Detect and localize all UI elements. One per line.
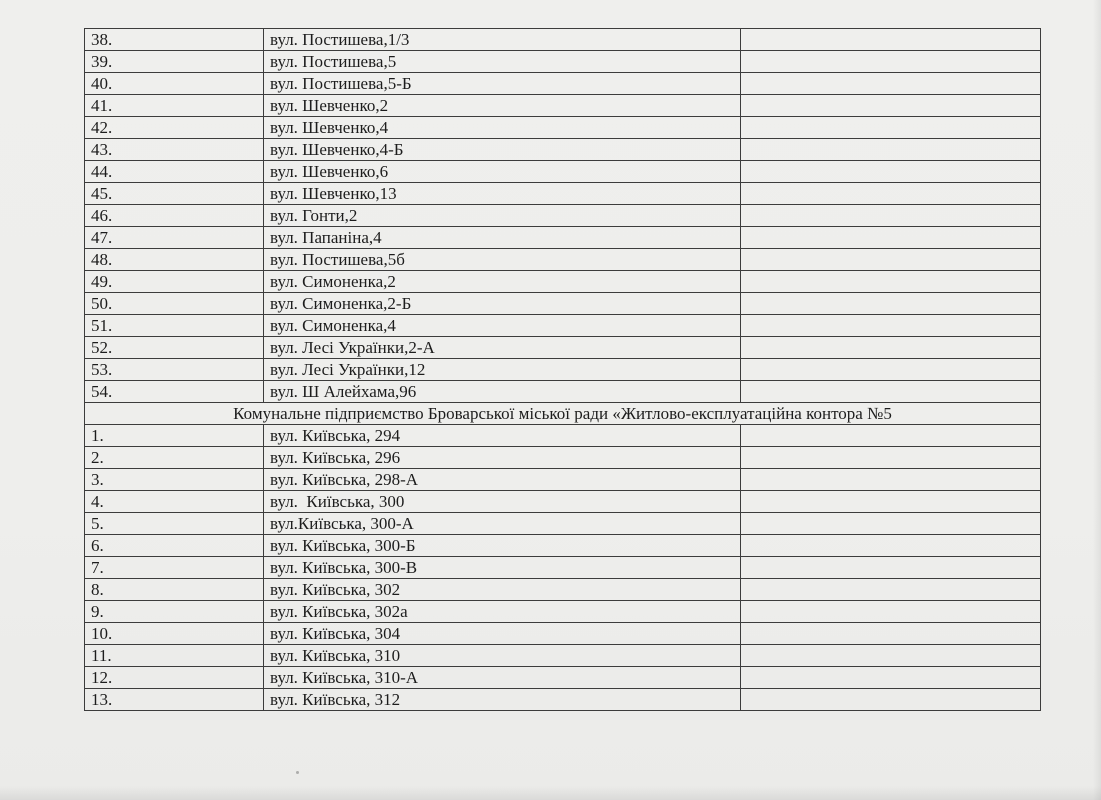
table-row (85, 183, 1041, 205)
row-number-cell: 4. (85, 491, 264, 513)
address-cell: вул. Гонти,2 (264, 205, 741, 227)
address-table-body (85, 29, 1041, 711)
table-row (85, 601, 1041, 623)
empty-cell (741, 667, 1041, 689)
row-number-cell: 41. (85, 95, 264, 117)
address-cell: вул. Симоненка,4 (264, 315, 741, 337)
address-cell: вул. Шевченко,4 (264, 117, 741, 139)
row-number-cell: 12. (85, 667, 264, 689)
row-number-cell: 3. (85, 469, 264, 491)
empty-cell (741, 315, 1041, 337)
table-row (85, 535, 1041, 557)
table-row (85, 645, 1041, 667)
table-row (85, 447, 1041, 469)
empty-cell (741, 689, 1041, 711)
table-row (85, 359, 1041, 381)
empty-cell (741, 139, 1041, 161)
address-cell: вул. Папаніна,4 (264, 227, 741, 249)
empty-cell (741, 601, 1041, 623)
empty-cell (741, 95, 1041, 117)
table-row (85, 315, 1041, 337)
table-row (85, 513, 1041, 535)
table-row (85, 623, 1041, 645)
address-cell: вул. Шевченко,4-Б (264, 139, 741, 161)
empty-cell (741, 117, 1041, 139)
table-row (85, 491, 1041, 513)
address-cell: вул. Київська, 310-А (264, 667, 741, 689)
table-row (85, 139, 1041, 161)
address-cell: вул. Лесі Українки,12 (264, 359, 741, 381)
empty-cell (741, 491, 1041, 513)
row-number-cell: 52. (85, 337, 264, 359)
empty-cell (741, 227, 1041, 249)
table-row (85, 161, 1041, 183)
empty-cell (741, 359, 1041, 381)
row-number-cell: 49. (85, 271, 264, 293)
row-number-cell: 8. (85, 579, 264, 601)
empty-cell (741, 29, 1041, 51)
address-cell: вул. Постишева,5 (264, 51, 741, 73)
row-number-cell: 11. (85, 645, 264, 667)
address-cell: вул. Київська, 300-Б (264, 535, 741, 557)
table-row (85, 117, 1041, 139)
row-number-cell: 47. (85, 227, 264, 249)
row-number-cell: 9. (85, 601, 264, 623)
address-cell: вул. Постишева,1/3 (264, 29, 741, 51)
empty-cell (741, 513, 1041, 535)
row-number-cell: 44. (85, 161, 264, 183)
empty-cell (741, 249, 1041, 271)
empty-cell (741, 381, 1041, 403)
scan-shadow-right (1093, 0, 1101, 800)
table-row (85, 579, 1041, 601)
address-cell: вул. Постишева,5-Б (264, 73, 741, 95)
table-row (85, 337, 1041, 359)
address-cell: вул. Симоненка,2-Б (264, 293, 741, 315)
empty-cell (741, 645, 1041, 667)
table-row (85, 271, 1041, 293)
row-number-cell: 38. (85, 29, 264, 51)
row-number-cell: 53. (85, 359, 264, 381)
address-cell: вул. Київська, 294 (264, 425, 741, 447)
address-cell: вул. Шевченко,6 (264, 161, 741, 183)
address-cell: вул. Шевченко,13 (264, 183, 741, 205)
empty-cell (741, 447, 1041, 469)
section-header-row (85, 403, 1041, 425)
empty-cell (741, 293, 1041, 315)
table-row (85, 205, 1041, 227)
table-row (85, 557, 1041, 579)
scan-shadow-bottom (0, 786, 1101, 800)
address-cell: вул. Симоненка,2 (264, 271, 741, 293)
scan-speck (296, 771, 299, 774)
table-row (85, 667, 1041, 689)
row-number-cell: 1. (85, 425, 264, 447)
row-number-cell: 40. (85, 73, 264, 95)
empty-cell (741, 535, 1041, 557)
address-cell: вул. Київська, 300 (264, 491, 741, 513)
row-number-cell: 2. (85, 447, 264, 469)
empty-cell (741, 205, 1041, 227)
address-cell: вул. Постишева,5б (264, 249, 741, 271)
table-row (85, 381, 1041, 403)
address-cell: вул. Ш Алейхама,96 (264, 381, 741, 403)
address-cell: вул. Лесі Українки,2-А (264, 337, 741, 359)
address-cell: вул. Київська, 310 (264, 645, 741, 667)
table-row (85, 95, 1041, 117)
empty-cell (741, 337, 1041, 359)
address-cell: вул. Київська, 304 (264, 623, 741, 645)
row-number-cell: 13. (85, 689, 264, 711)
address-cell: вул. Київська, 312 (264, 689, 741, 711)
address-table (84, 28, 1041, 711)
row-number-cell: 54. (85, 381, 264, 403)
empty-cell (741, 623, 1041, 645)
row-number-cell: 51. (85, 315, 264, 337)
address-cell: вул.Київська, 300-А (264, 513, 741, 535)
row-number-cell: 50. (85, 293, 264, 315)
table-row (85, 469, 1041, 491)
empty-cell (741, 51, 1041, 73)
row-number-cell: 43. (85, 139, 264, 161)
table-row (85, 249, 1041, 271)
table-row (85, 425, 1041, 447)
table-row (85, 29, 1041, 51)
row-number-cell: 42. (85, 117, 264, 139)
empty-cell (741, 557, 1041, 579)
address-cell: вул. Київська, 296 (264, 447, 741, 469)
table-row (85, 293, 1041, 315)
row-number-cell: 46. (85, 205, 264, 227)
table-row (85, 227, 1041, 249)
row-number-cell: 6. (85, 535, 264, 557)
row-number-cell: 45. (85, 183, 264, 205)
empty-cell (741, 73, 1041, 95)
row-number-cell: 10. (85, 623, 264, 645)
table-row (85, 689, 1041, 711)
row-number-cell: 48. (85, 249, 264, 271)
empty-cell (741, 469, 1041, 491)
row-number-cell: 39. (85, 51, 264, 73)
table-row (85, 51, 1041, 73)
empty-cell (741, 183, 1041, 205)
empty-cell (741, 579, 1041, 601)
table-row (85, 73, 1041, 95)
address-cell: вул. Київська, 298-А (264, 469, 741, 491)
section-title: Комунальне підприємство Броварської міської ради «Житлово-експлуатаційна контора №5 (85, 403, 1041, 425)
empty-cell (741, 425, 1041, 447)
empty-cell (741, 161, 1041, 183)
address-cell: вул. Шевченко,2 (264, 95, 741, 117)
row-number-cell: 7. (85, 557, 264, 579)
address-cell: вул. Київська, 302 (264, 579, 741, 601)
address-cell: вул. Київська, 302а (264, 601, 741, 623)
row-number-cell: 5. (85, 513, 264, 535)
empty-cell (741, 271, 1041, 293)
address-cell: вул. Київська, 300-В (264, 557, 741, 579)
